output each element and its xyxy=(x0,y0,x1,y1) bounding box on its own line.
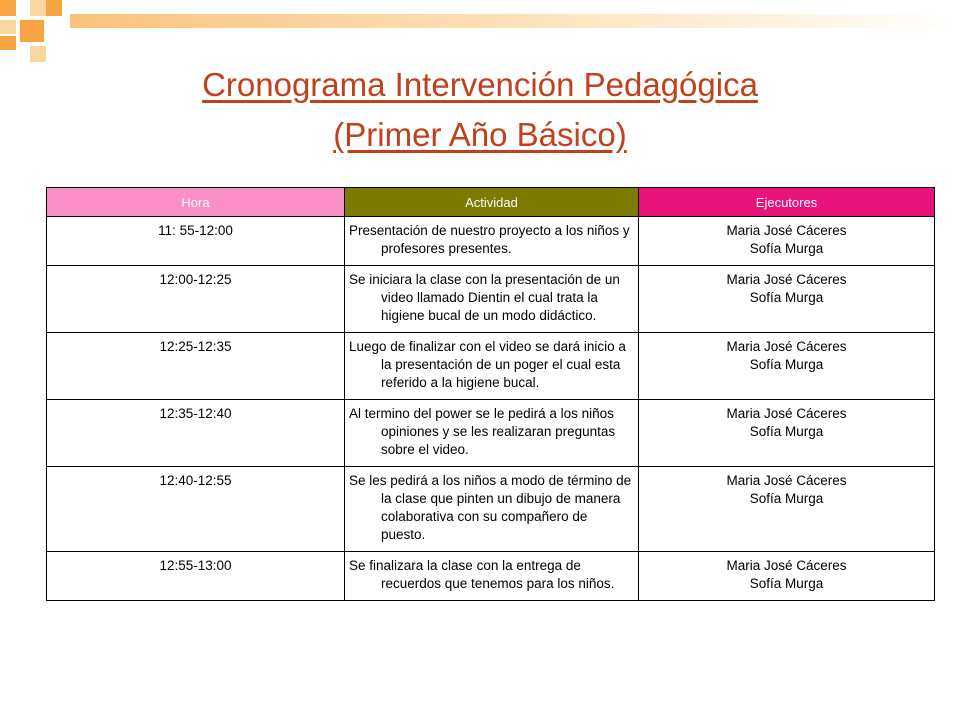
cell-ejecutores xyxy=(639,333,935,400)
schedule-table xyxy=(46,187,935,601)
ejecutor-name: Sofía Murga xyxy=(749,424,824,439)
table-row xyxy=(47,552,935,601)
cell-ejecutores xyxy=(639,467,935,552)
cell-actividad xyxy=(345,552,639,601)
cell-actividad xyxy=(345,333,639,400)
table-row xyxy=(47,333,935,400)
cell-hora: 12:55-13:00 xyxy=(47,552,345,601)
table-row xyxy=(47,266,935,333)
ejecutor-name: Maria José Cáceres xyxy=(726,558,847,573)
cell-ejecutores xyxy=(639,217,935,266)
cell-ejecutores xyxy=(639,400,935,467)
ejecutor-name: Sofía Murga xyxy=(749,491,824,506)
page-title xyxy=(90,60,870,160)
header-hora: Hora xyxy=(47,188,345,217)
title-line-2: (Primer Año Básico) xyxy=(333,116,627,153)
ejecutor-name: Sofía Murga xyxy=(749,241,824,256)
ejecutor-name: Sofía Murga xyxy=(749,576,824,591)
table-row xyxy=(47,400,935,467)
ejecutor-name: Maria José Cáceres xyxy=(726,223,847,238)
actividad-text: Presentación de nuestro proyecto a los niños y profesores presentes. xyxy=(349,223,630,256)
actividad-text: Al termino del power se le pedirá a los niños opiniones y se les realizaran preguntas sobre el video. xyxy=(349,406,616,457)
actividad-text: Se finalizara la clase con la entrega de recuerdos que tenemos para los niños. xyxy=(349,558,615,591)
cell-actividad xyxy=(345,266,639,333)
table-header-row xyxy=(47,188,935,217)
cell-hora: 11: 55-12:00 xyxy=(47,217,345,266)
cell-ejecutores xyxy=(639,552,935,601)
ejecutor-name: Maria José Cáceres xyxy=(726,473,847,488)
actividad-text: Se les pedirá a los niños a modo de término de la clase que pinten un dibujo de manera colaborativa con su compañero de puesto. xyxy=(349,473,632,542)
ejecutor-name: Maria José Cáceres xyxy=(726,339,847,354)
ejecutor-name: Maria José Cáceres xyxy=(726,406,847,421)
cell-actividad xyxy=(345,217,639,266)
cell-actividad xyxy=(345,467,639,552)
ejecutor-name: Sofía Murga xyxy=(749,357,824,372)
cell-actividad xyxy=(345,400,639,467)
table-row xyxy=(47,467,935,552)
header-actividad: Actividad xyxy=(345,188,639,217)
cell-hora: 12:35-12:40 xyxy=(47,400,345,467)
ejecutor-name: Sofía Murga xyxy=(749,290,824,305)
title-line-1: Cronograma Intervención Pedagógica xyxy=(202,66,758,103)
cell-ejecutores xyxy=(639,266,935,333)
header-ejecutores: Ejecutores xyxy=(639,188,935,217)
table-row xyxy=(47,217,935,266)
cell-hora: 12:25-12:35 xyxy=(47,333,345,400)
cell-hora: 12:40-12:55 xyxy=(47,467,345,552)
actividad-text: Luego de finalizar con el video se dará inicio a la presentación de un poger el cual esta referido a la higiene bucal. xyxy=(349,339,626,390)
header-bar xyxy=(70,14,960,28)
ejecutor-name: Maria José Cáceres xyxy=(726,272,847,287)
actividad-text: Se iniciara la clase con la presentación de un video llamado Dientin el cual trata la higiene bucal de un modo didáctico. xyxy=(349,272,620,323)
cell-hora: 12:00-12:25 xyxy=(47,266,345,333)
